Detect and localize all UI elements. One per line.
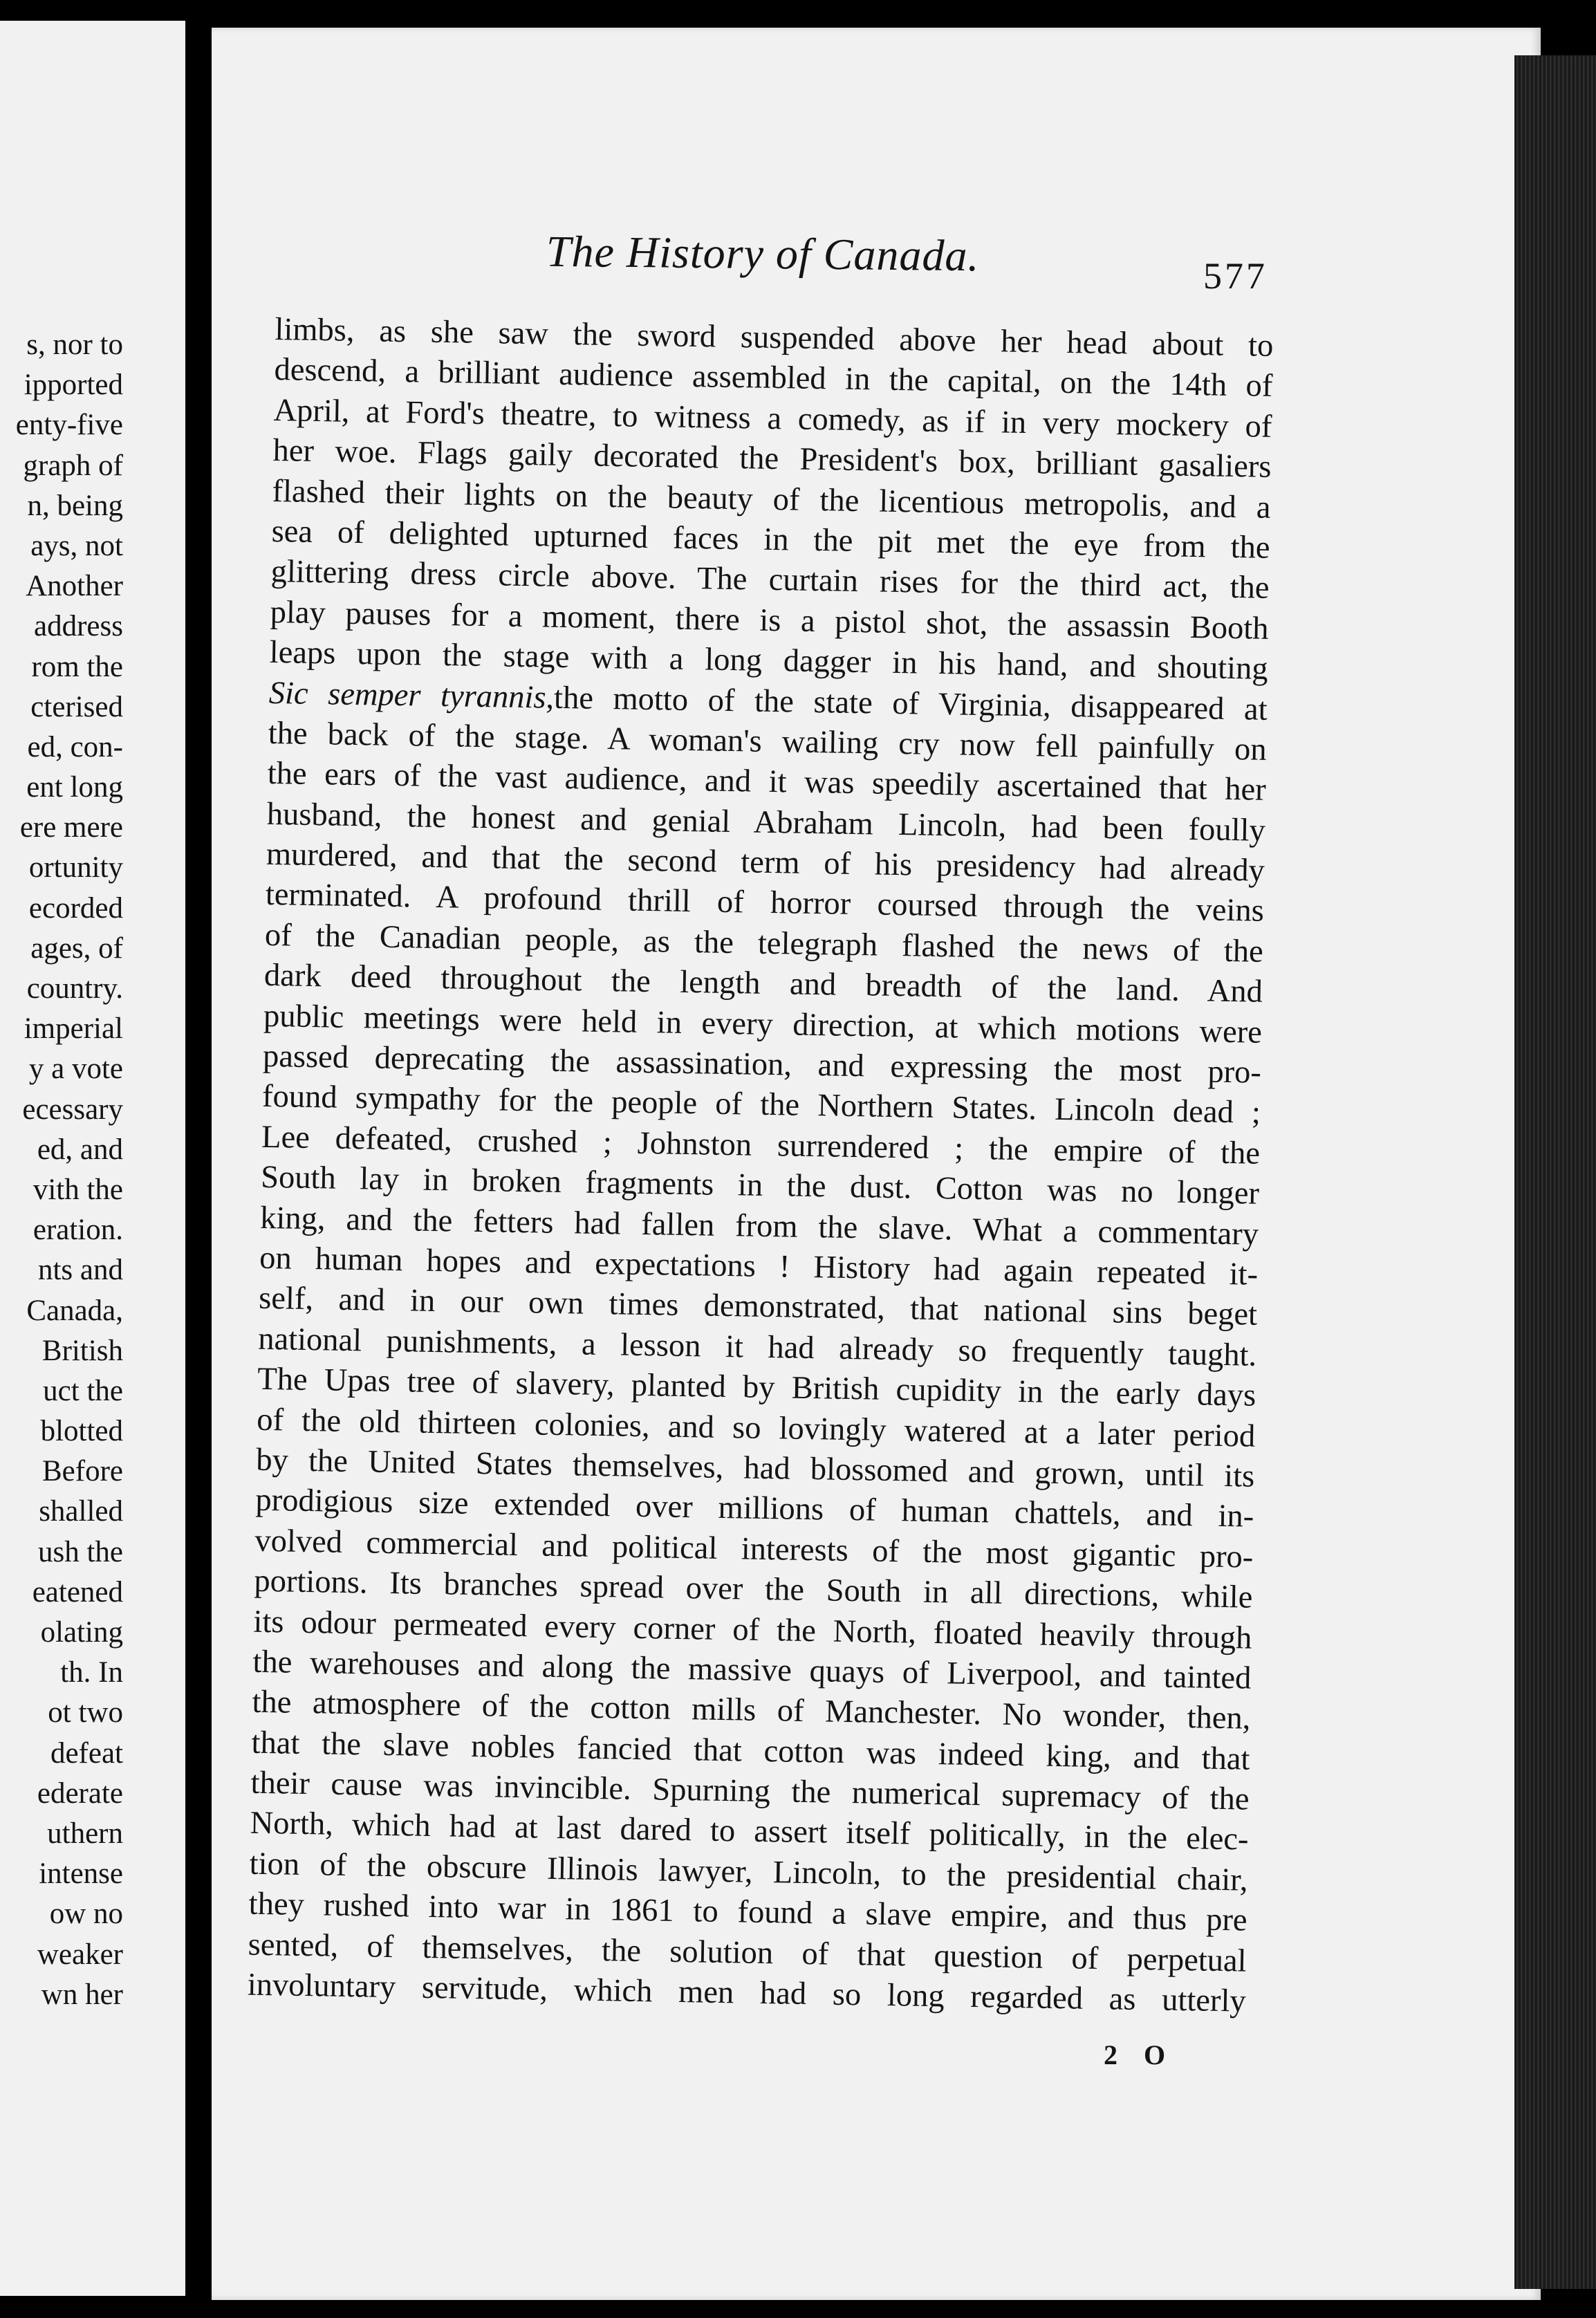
text-line: flashed their lights on the beauty of the licentious metropolis, and a [272,473,1271,526]
left-page-line [0,1411,185,1452]
text-line: murdered, and that the second term of his presidency had already [266,836,1265,889]
left-page-line-text: ent long [26,771,123,804]
body-text [247,310,1273,2022]
text-line: that the slave nobles fancied that cotton was indeed king, and that [251,1725,1250,1777]
left-page-line [0,1049,185,1089]
text-line: they rushed into war in 1861 to found a slave empire, and thus pre [248,1886,1247,1938]
text-line: April, at Ford's theatre, to witness a comedy, as if in very mockery of [273,392,1272,445]
left-page-line [0,1935,185,1975]
left-page-line-text: Another [26,570,123,603]
text-line: sented, of themselves, the solution of that question of perpetual [248,1927,1247,1979]
left-page-line [0,1210,185,1250]
text-line: tion of the obscure Illinois lawyer, Lincoln, to the presidential chair, [249,1846,1248,1898]
left-page-line-text: eatened [32,1575,123,1608]
left-page-line [0,1774,185,1814]
text-line: leaps upon the stage with a long dagger in his hand, and shouting [269,635,1269,687]
text-line: glittering dress circle above. The curtain rises for the third act, the [270,554,1270,606]
left-page-line [0,1331,185,1371]
text-line: the warehouses and along the massive quays of Liverpool, and tainted [252,1644,1252,1696]
left-page-line [0,1854,185,1894]
text-line: of the old thirteen colonies, and so lovingly watered at a later period [256,1402,1256,1454]
text-line: the atmosphere of the cotton mills of Manchester. No wonder, then, [252,1685,1251,1736]
previous-page-text [0,325,185,2015]
left-page-line-text: intense [39,1857,123,1891]
previous-page-fragment [0,21,187,2296]
left-page-line-text: ipported [24,369,123,402]
left-page-line [0,1009,185,1049]
left-page-line-text: n, being [27,489,123,522]
left-page-line-text: th. In [60,1656,123,1689]
left-page-line-text: address [34,610,123,643]
left-page-line [0,1693,185,1733]
text-line: sea of delighted upturned faces in the pit met the eye from the [271,513,1270,566]
text-line: on human hopes and expectations ! History had again repeated it- [259,1240,1259,1292]
text-line: South lay in broken fragments in the dust. Cotton was no longer [260,1160,1260,1212]
text-line: national punishments, a lesson it had already so frequently taught. [257,1321,1257,1373]
left-page-line-text: vith the [33,1173,123,1206]
left-page-line-text: ed, and [37,1133,123,1166]
text-line: dark deed throughout the length and breadth of the land. And [263,958,1263,1010]
text-line: king, and the fetters had fallen from the slave. What a commentary [259,1200,1259,1252]
left-page-line [0,486,185,526]
left-page-line [0,365,185,405]
left-page-line-text: ages, of [30,931,123,965]
left-page-line-text: country. [26,972,123,1005]
left-page-line-text: nts and [37,1254,123,1287]
left-page-line [0,727,185,768]
text-line: The Upas tree of slavery, planted by British cupidity in the early days [257,1361,1256,1413]
left-page-line-text: y a vote [28,1053,123,1086]
text-line: Lee defeated, crushed ; Johnston surrendered ; the empire of the [261,1119,1261,1171]
text-line: prodigious size extended over millions of human chattels, and in- [255,1483,1254,1535]
left-page-line-text: enty-five [15,409,123,442]
text-line: play pauses for a moment, there is a pistol shot, the assassin Booth [270,594,1269,647]
left-page-line-text: defeat [50,1736,123,1770]
left-page-line [0,1573,185,1613]
left-page-line [0,446,185,486]
text-line: terminated. A profound thrill of horror coursed through the veins [265,877,1265,929]
left-page-line [0,566,185,606]
text-line: volved commercial and political interests of the most gigantic pro- [254,1523,1254,1575]
text-line: Sic semper tyrannis,the motto of the state of Virginia, disappeared at [268,675,1268,727]
left-page-line-text: ecorded [28,891,123,925]
left-page-line-text: olating [40,1616,123,1649]
left-page-line [0,1371,185,1411]
left-page-line-text: cterised [30,690,123,723]
text-line: husband, the honest and genial Abraham Lincoln, had been foully [266,796,1266,849]
text-line: passed deprecating the assassination, and expressing the most pro- [262,1038,1262,1091]
left-page-line [0,889,185,929]
left-page-line [0,647,185,687]
book-gutter [185,0,213,2318]
text-line: North, which had at last dared to assert itself politically, in the elec- [250,1806,1249,1858]
left-page-line-text: ecessary [22,1093,123,1126]
left-page-line [0,325,185,365]
left-page-line-text: ederate [37,1777,123,1810]
left-page-line-text: ush the [37,1535,123,1568]
left-page-line [0,1975,185,2015]
left-page-line [0,1291,185,1331]
text-line: limbs, as she saw the sword suspended above her head about to [275,311,1274,364]
left-page-line-text: ere mere [19,811,123,844]
left-page-line [0,1532,185,1573]
left-page-line-text: ow no [49,1898,123,1931]
left-page-line [0,1814,185,1854]
text-line: their cause was invincible. Spurning the numerical supremacy of the [250,1765,1250,1817]
text-line: involuntary servitude, which men had so long regarded as utterly [247,1967,1247,2019]
text-line: descend, a brilliant audience assembled in the capital, on the 14th of [274,352,1273,405]
left-page-line [0,1894,185,1934]
left-page-line-text: British [41,1334,123,1367]
text-line: the back of the stage. A woman's wailing cry now fell painfully on [268,715,1268,768]
text-line: self, and in our own times demonstrated, that national sins beget [258,1281,1258,1333]
left-page-line [0,1250,185,1290]
text-line: found sympathy for the people of the Northern States. Lincoln dead ; [261,1079,1261,1131]
left-page-line [0,1452,185,1492]
left-page-line-text: eration. [33,1214,123,1247]
signature-mark: 2 O [1104,2039,1176,2070]
left-page-line-text: s, nor to [26,328,123,361]
left-page-line-text: ortunity [28,851,123,884]
left-page-line [0,969,185,1009]
left-page-line-text: Canada, [26,1294,123,1327]
left-page-line [0,768,185,808]
left-page-line-text: shalled [39,1495,123,1528]
running-head: The History of Canada. [546,226,980,281]
left-page-line-text: ays, not [30,529,123,562]
text-line: its odour permeated every corner of the North, floated heavily through [253,1604,1252,1656]
left-page-line-text: blotted [40,1415,123,1448]
text-line: portions. Its branches spread over the South in all directions, while [254,1563,1253,1615]
left-page-line-text: imperial [24,1012,123,1046]
left-page-line [0,1492,185,1532]
left-page-line [0,1653,185,1693]
left-page-line [0,848,185,888]
left-page-line [0,687,185,727]
text-line: the ears of the vast audience, and it was speedily ascertained that her [267,756,1267,808]
latin-phrase: Sic semper tyrannis [268,675,546,716]
left-page-line-text: ed, con- [27,730,123,763]
page-edges-stack [1514,55,1596,2289]
left-page-line-text: Before [42,1455,123,1488]
text-line: her woe. Flags gaily decorated the President's box, brilliant gasaliers [272,433,1272,485]
left-page-line [0,1090,185,1130]
text-line: by the United States themselves, had blossomed and grown, until its [255,1442,1255,1494]
left-page-line-text: wn her [41,1978,123,2011]
text-line: public meetings were held in every direction, at which motions were [263,998,1263,1050]
page-number: 577 [1203,255,1268,297]
left-page-line-text: graph of [23,449,123,482]
left-page-line [0,1130,185,1170]
left-page-line [0,1170,185,1210]
text-line: of the Canadian people, as the telegraph flashed the news of the [264,917,1264,970]
left-page-line [0,808,185,848]
left-page-line [0,1734,185,1774]
left-page-line [0,929,185,969]
left-page-line-text: ot two [48,1696,123,1730]
left-page-line [0,405,185,445]
left-page-line-text: uthern [47,1817,123,1850]
left-page-line [0,1613,185,1653]
left-page-line-text: rom the [31,650,123,683]
left-page-line-text: uct the [43,1374,123,1407]
left-page-line-text: weaker [37,1938,123,1971]
left-page-line [0,606,185,647]
left-page-line [0,526,185,566]
